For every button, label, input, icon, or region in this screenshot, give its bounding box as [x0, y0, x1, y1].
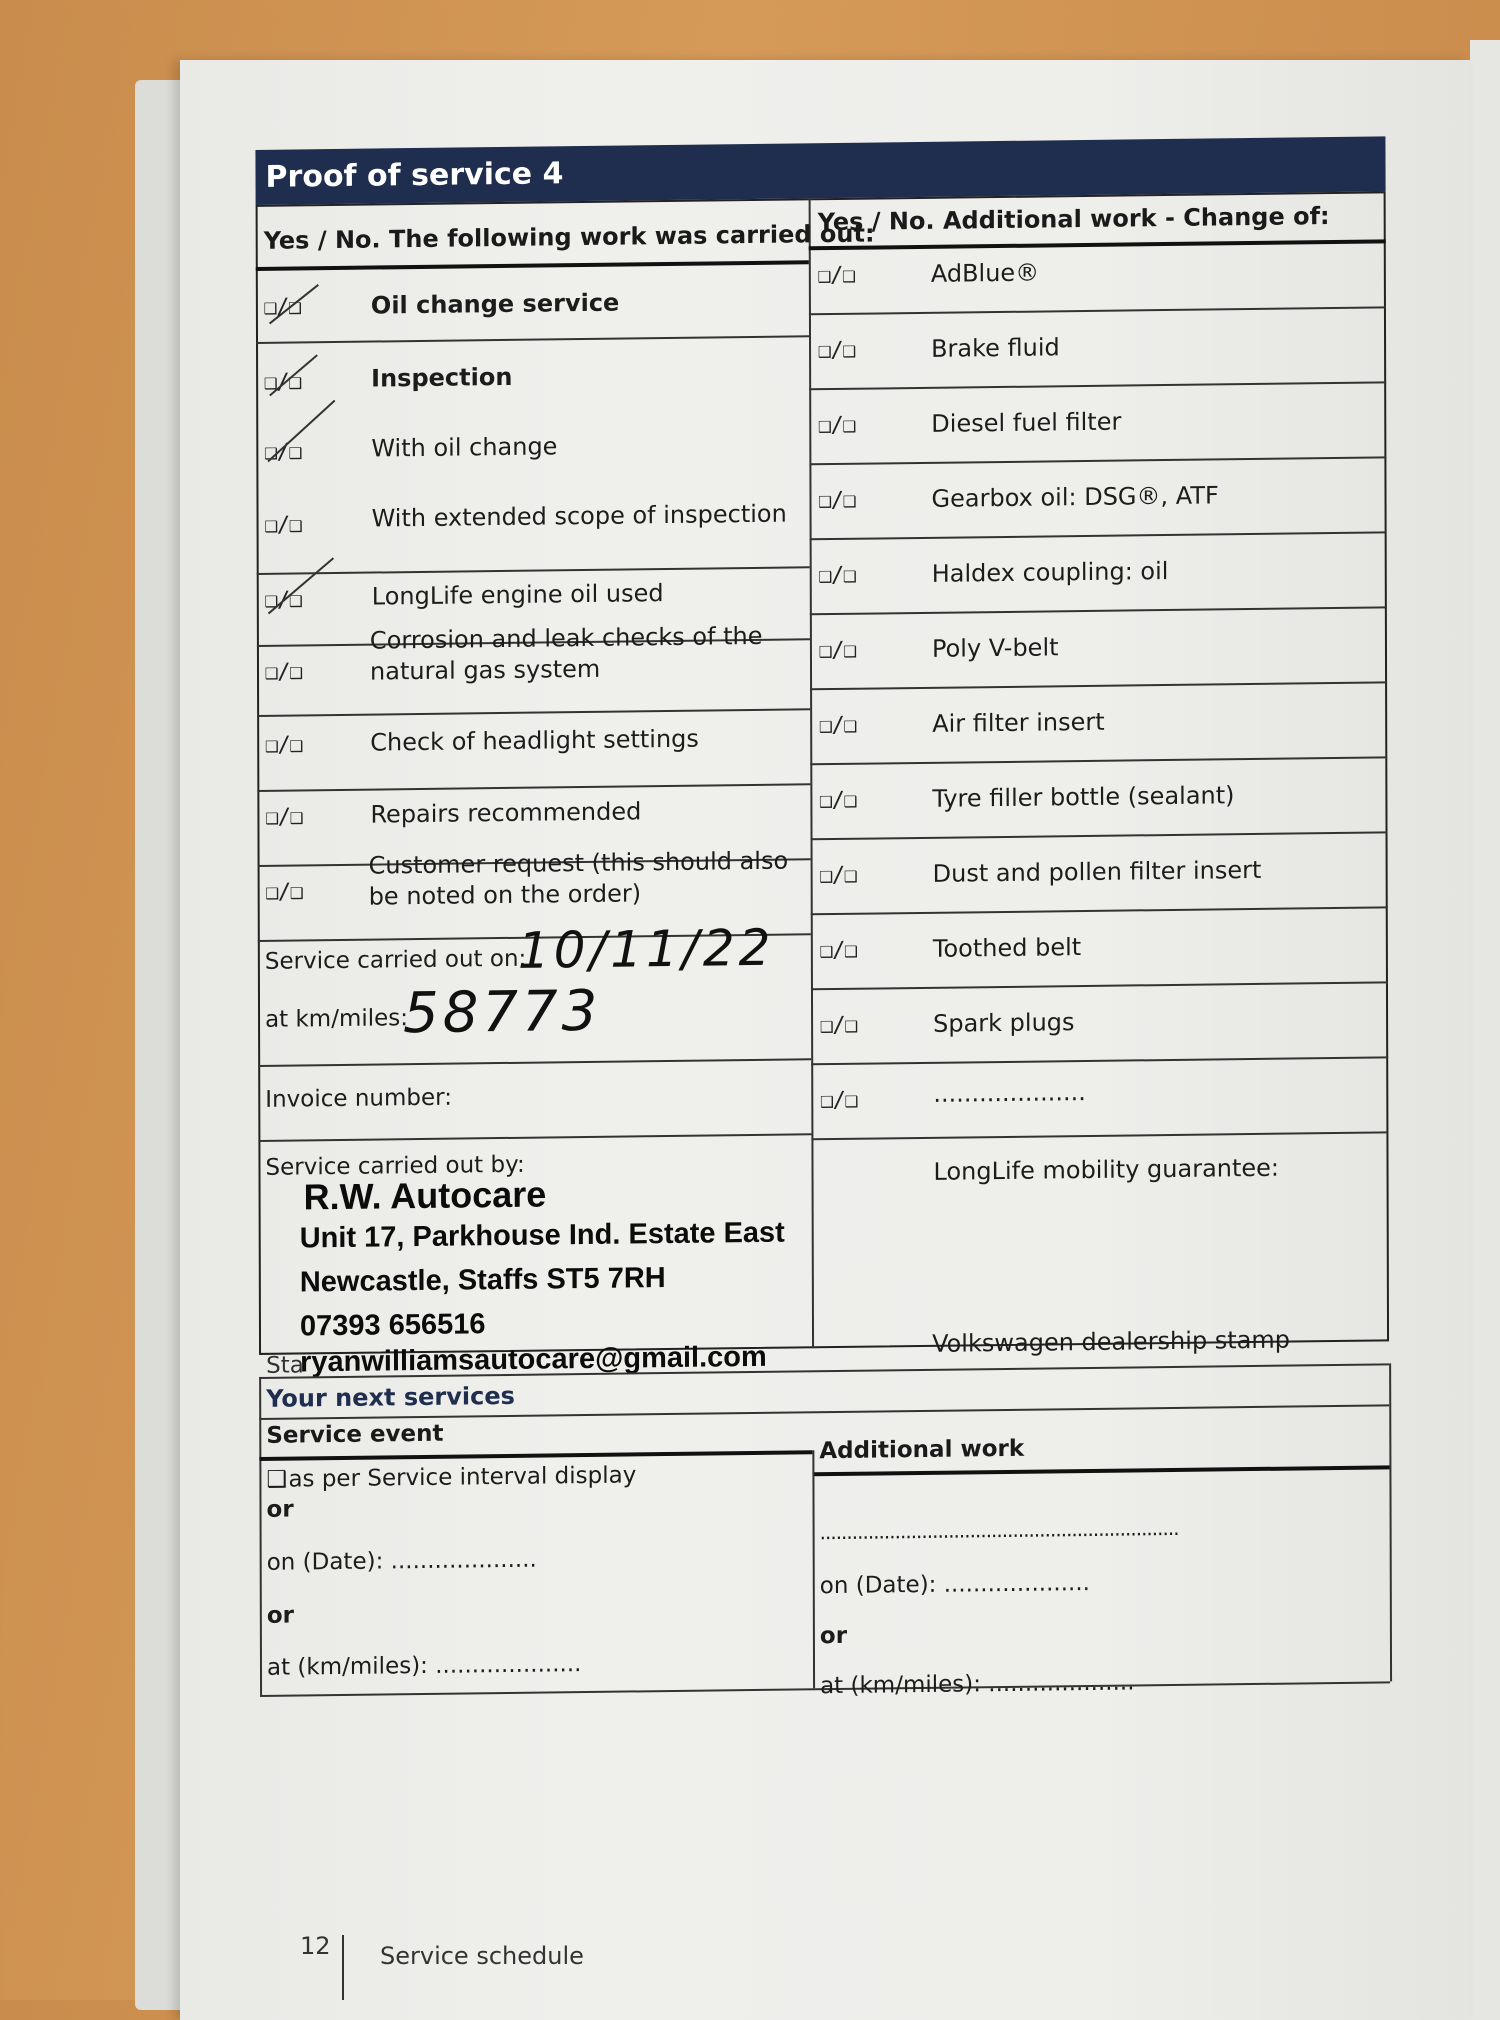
additional-work-dotted-line: ................................................................... [819, 1515, 1179, 1545]
item-oil-change-service: Oil change service [370, 288, 620, 320]
item-extended-inspection: With extended scope of inspection [371, 499, 787, 533]
item-tyre-filler: Tyre filler bottle (sealant) [932, 781, 1235, 813]
checkbox-tyre-filler[interactable]: ❑/❑ [819, 787, 857, 814]
carried-out-by-label: Service carried out by: [265, 1151, 525, 1181]
border-right [1389, 1363, 1392, 1681]
guarantee-label: LongLife mobility guarantee: [933, 1153, 1280, 1186]
checkbox-adblue[interactable]: ❑/❑ [817, 262, 855, 289]
item-haldex: Haldex coupling: oil [931, 556, 1169, 588]
right-column-header: Yes / No. Additional work - Change of: [817, 202, 1330, 237]
checkbox-other[interactable]: ❑/❑ [820, 1087, 858, 1114]
item-adblue: AdBlue® [930, 258, 1040, 288]
checkbox-diesel-filter[interactable]: ❑/❑ [818, 412, 856, 439]
item-poly-v-belt: Poly V-belt [931, 633, 1059, 663]
checkbox-gearbox-oil[interactable]: ❑/❑ [818, 487, 856, 514]
checkbox-repairs[interactable]: ❑/❑ [265, 804, 303, 830]
stamp-email: ryanwilliamsautocare@gmail.com [300, 1340, 767, 1379]
checkbox-toothed-belt[interactable]: ❑/❑ [819, 937, 857, 964]
checkbox-haldex[interactable]: ❑/❑ [818, 562, 856, 589]
next-right-at-km: at (km/miles): .................... [820, 1669, 1135, 1700]
next-left-header-rule [259, 1450, 812, 1461]
next-right-on-date: on (Date): .................... [819, 1569, 1090, 1600]
mileage-label: at km/miles: [265, 1005, 409, 1033]
item-customer-request: Customer request (this should also be noted on the order) [368, 846, 789, 911]
item-air-filter: Air filter insert [932, 707, 1105, 738]
item-gearbox-oil: Gearbox oil: DSG®, ATF [931, 481, 1219, 513]
checkbox-gas-system[interactable]: ❑/❑ [264, 659, 302, 685]
next-right-header-rule [812, 1465, 1389, 1476]
or-label: or [819, 1622, 848, 1650]
item-spark-plugs: Spark plugs [933, 1008, 1075, 1038]
item-longlife-oil: LongLife engine oil used [371, 579, 664, 611]
next-at-km: at (km/miles): .................... [266, 1651, 582, 1681]
stamp-address-line2: Newcastle, Staffs ST5 7RH [299, 1262, 666, 1299]
stamp-label-partial: Sta [266, 1352, 304, 1379]
left-column-header: Yes / No. The following work was carried out: [263, 219, 875, 255]
item-brake-fluid: Brake fluid [931, 333, 1060, 363]
footer-divider [342, 1935, 344, 2000]
checkbox-brake-fluid[interactable]: ❑/❑ [818, 337, 855, 364]
checkbox-inspection[interactable]: ❑/❑ [264, 369, 301, 395]
stamp-business-name: R.W. Autocare [303, 1173, 547, 1218]
service-event-header: Service event [266, 1420, 444, 1449]
item-with-oil-change: With oil change [371, 432, 558, 463]
next-column-divider [812, 1450, 815, 1688]
checkbox-air-filter[interactable]: ❑/❑ [819, 712, 856, 739]
checkbox-longlife-oil[interactable]: ❑/❑ [264, 587, 302, 613]
item-toothed-belt: Toothed belt [932, 933, 1082, 963]
checkbox-poly-v-belt[interactable]: ❑/❑ [818, 637, 856, 664]
service-date-value: 10/11/22 [517, 918, 775, 980]
stamp-phone: 07393 656516 [299, 1308, 486, 1343]
service-date-label: Service carried out on: [264, 945, 527, 975]
item-gas-system: Corrosion and leak checks of the natural gas system [369, 621, 763, 686]
or-label: or [266, 1496, 294, 1523]
invoice-label: Invoice number: [265, 1084, 452, 1113]
interval-option-label: as per Service interval display [288, 1462, 637, 1493]
checkbox-pollen-filter[interactable]: ❑/❑ [819, 862, 857, 889]
item-repairs: Repairs recommended [370, 797, 642, 829]
checkbox-oil-change[interactable]: ❑/❑ [263, 294, 301, 320]
border-left [259, 1377, 262, 1695]
next-services-title: Your next services [266, 1381, 515, 1413]
checkbox-spark-plugs[interactable]: ❑/❑ [820, 1012, 857, 1039]
interval-option-checkbox[interactable]: ❑ [266, 1466, 288, 1493]
checkbox-headlight[interactable]: ❑/❑ [265, 732, 303, 758]
dealership-stamp-label: Volkswagen dealership stamp [931, 1325, 1291, 1358]
additional-work-header: Additional work [819, 1435, 1025, 1465]
page-title: Proof of service 4 [255, 136, 1385, 205]
or-label: or [266, 1602, 295, 1629]
item-pollen-filter: Dust and pollen filter insert [932, 855, 1262, 888]
item-headlight: Check of headlight settings [370, 724, 699, 757]
item-diesel-filter: Diesel fuel filter [931, 407, 1122, 438]
checkbox-extended-inspection[interactable]: ❑/❑ [264, 512, 302, 538]
checkbox-with-oil-change[interactable]: ❑/❑ [264, 439, 302, 465]
page-number: 12 [300, 1932, 331, 1960]
next-on-date: on (Date): .................... [266, 1546, 537, 1576]
mileage-value: 58773 [402, 978, 602, 1047]
stamp-address-line1: Unit 17, Parkhouse Ind. Estate East [299, 1216, 785, 1255]
checkbox-customer-request[interactable]: ❑/❑ [265, 879, 303, 905]
section-name: Service schedule [380, 1942, 584, 1970]
item-inspection: Inspection [371, 362, 513, 393]
item-other-blank: .................... [933, 1078, 1086, 1108]
